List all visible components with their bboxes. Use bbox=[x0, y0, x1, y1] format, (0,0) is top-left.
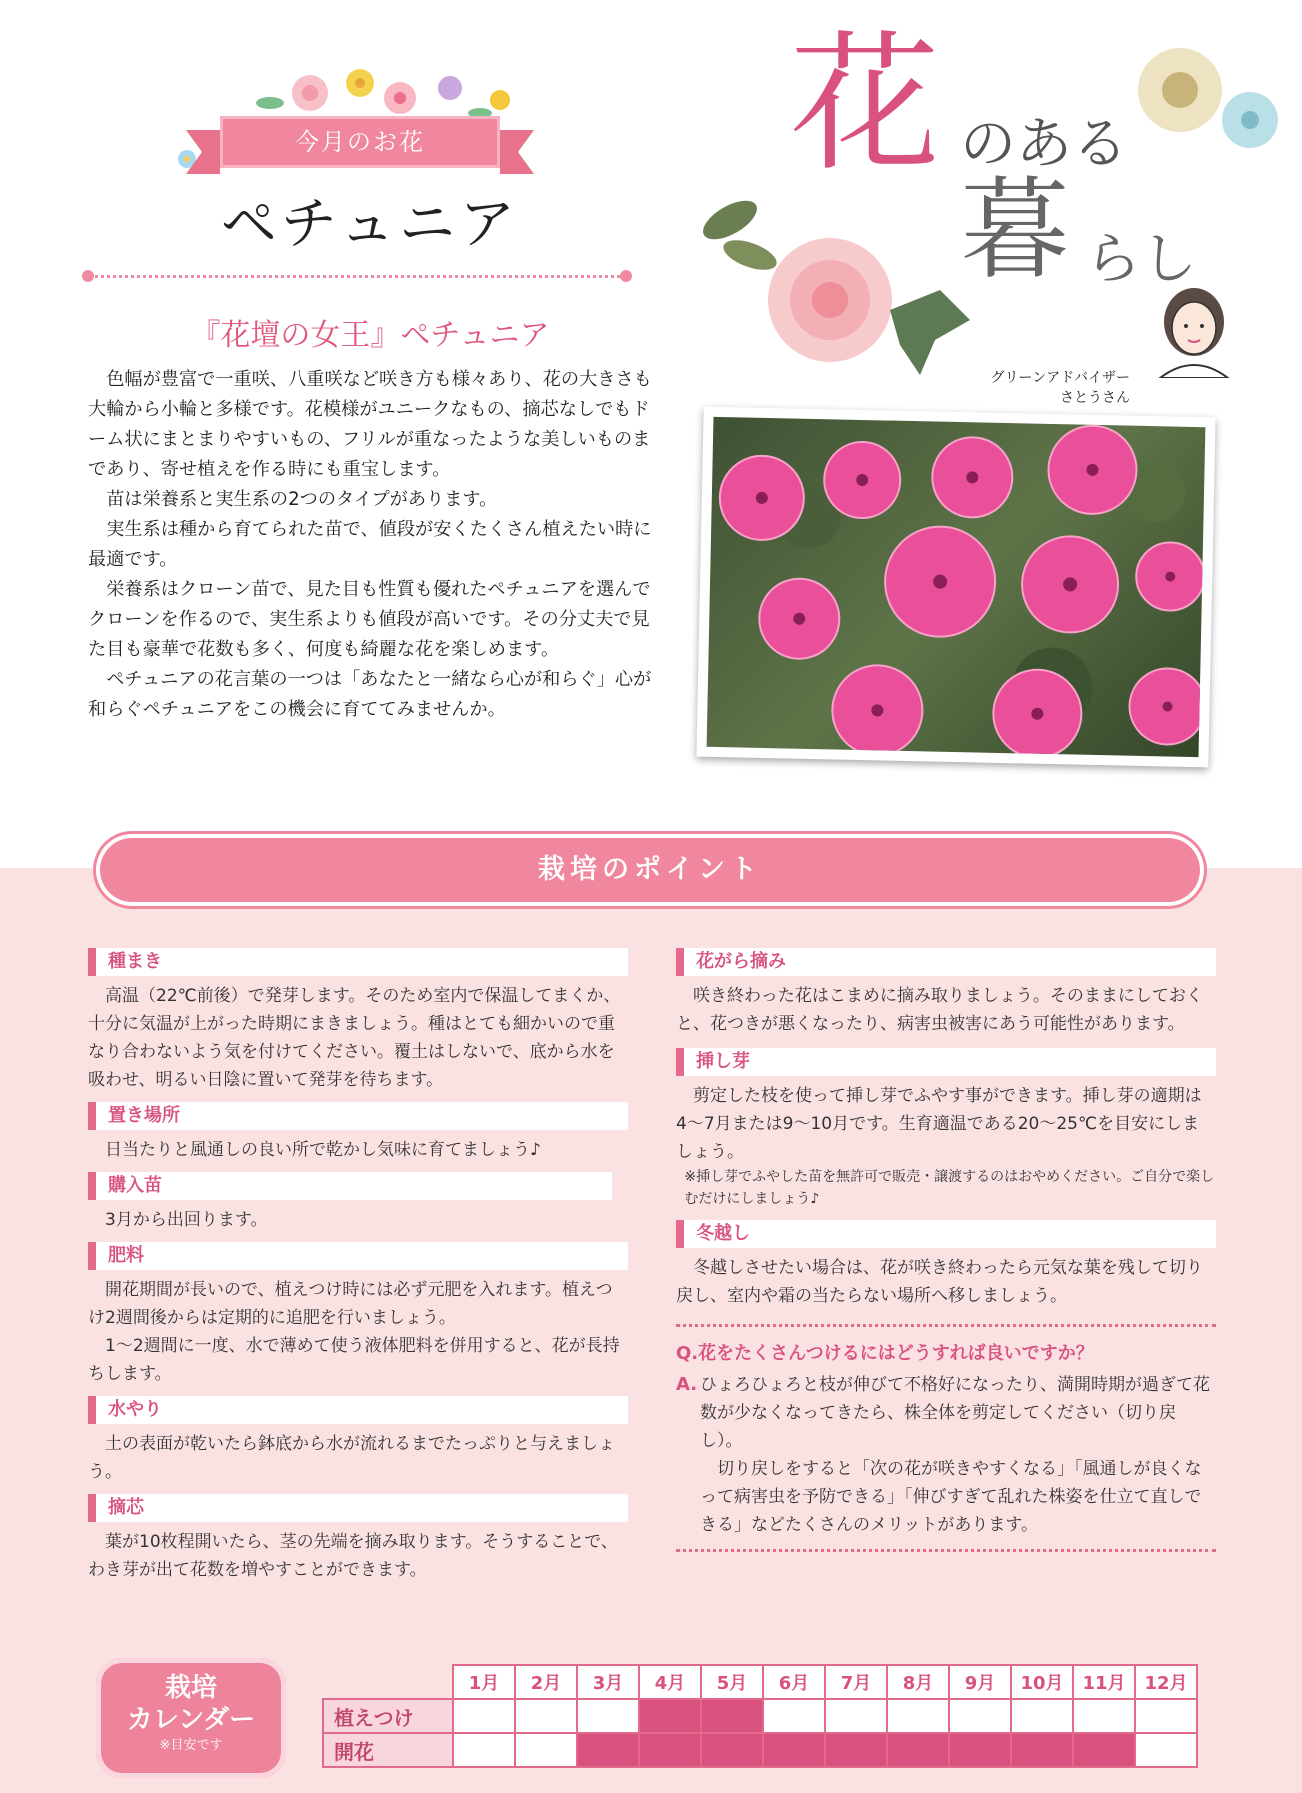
calendar-cell bbox=[887, 1699, 949, 1733]
calendar-cell bbox=[577, 1699, 639, 1733]
calendar-corner bbox=[323, 1665, 453, 1699]
month-flower-ribbon: 今月のお花 bbox=[220, 116, 500, 168]
calendar-cell bbox=[825, 1699, 887, 1733]
calendar-month-12: 12月 bbox=[1135, 1665, 1197, 1699]
calendar-cell bbox=[1011, 1699, 1073, 1733]
calendar-badge-note: ※目安です bbox=[159, 1738, 223, 1753]
section-heading-watering: 水やり bbox=[88, 1396, 628, 1424]
qa-answer-prefix: A. bbox=[676, 1374, 698, 1395]
section-heading-seedlings: 購入苗 bbox=[88, 1172, 612, 1200]
intro-paragraph: ペチュニアの花言葉の一つは「あなたと一緒なら心が和らぐ」心が和らぐペチュニアをこの機会に育ててみませんか。 bbox=[88, 669, 652, 720]
title-kura: 暮 bbox=[960, 166, 1070, 294]
calendar-badge-line2: カレンダー bbox=[126, 1705, 256, 1735]
intro-paragraph: 栄養系はクローン苗で、見た目も性質も優れたペチュニアを選んでクローンを作るので、実生系よりも値段が高いです。その分丈夫で見た目も豪華で花数も多く、何度も綺麗な花を楽しめます。 bbox=[88, 579, 651, 660]
calendar-cell bbox=[453, 1699, 515, 1733]
section-body-seedlings bbox=[88, 1206, 628, 1234]
intro-paragraph: 実生系は種から育てられた苗で、値段が安くたくさん植えたい時に最適です。 bbox=[88, 519, 652, 570]
calendar-cell bbox=[1135, 1733, 1197, 1767]
calendar-row bbox=[323, 1733, 1197, 1767]
section-heading-sowing: 種まき bbox=[88, 948, 628, 976]
qa-answer bbox=[676, 1371, 1216, 1539]
calendar-month-2: 2月 bbox=[515, 1665, 577, 1699]
cultivation-points-heading: 栽培のポイント bbox=[100, 838, 1200, 902]
calendar-cell-active bbox=[639, 1699, 701, 1733]
divider-dot-right bbox=[620, 270, 632, 282]
section-body-deadheading bbox=[676, 982, 1216, 1038]
calendar-month-5: 5月 bbox=[701, 1665, 763, 1699]
calendar-month-3: 3月 bbox=[577, 1665, 639, 1699]
petunia-image-icon bbox=[707, 417, 1206, 757]
intro-paragraph: 色幅が豊富で一重咲、八重咲など咲き方も様々あり、花の大きさも大輪から小輪と多様です。花模様がユニークなもの、摘芯なしでもドーム状にまとまりやすいもの、フリルが重なったような美しいものまであり、寄せ植えを作る時にも重宝します。 bbox=[88, 369, 652, 480]
calendar-cell-active bbox=[825, 1733, 887, 1767]
cultivation-calendar bbox=[322, 1664, 1198, 1768]
calendar-badge bbox=[96, 1658, 286, 1778]
title-rashi: らし bbox=[1085, 227, 1197, 292]
advisor-caption bbox=[950, 368, 1130, 408]
calendar-cell-active bbox=[1011, 1733, 1073, 1767]
calendar-month-1: 1月 bbox=[453, 1665, 515, 1699]
calendar-cell bbox=[763, 1699, 825, 1733]
qa-divider-top bbox=[676, 1324, 1216, 1327]
section-paragraph: 高温（22℃前後）で発芽します。そのため室内で保温してまくか、十分に気温が上がった時期にまきましょう。種はとても細かいので重なり合わないよう気を付けてください。覆土はしないで、底から水を吸わせ、明るい日陰に置いて発芽を待ちます。 bbox=[88, 986, 621, 1090]
section-paragraph: 土の表面が乾いたら鉢底から水が流れるまでたっぷりと与えましょう。 bbox=[88, 1434, 615, 1482]
calendar-month-8: 8月 bbox=[887, 1665, 949, 1699]
section-body-fertilizer bbox=[88, 1276, 628, 1388]
calendar-month-row bbox=[323, 1665, 1197, 1699]
qa-answer-2: 切り戻しをすると「次の花が咲きやすくなる」「風通しが良くなって病害虫を予防できる」「伸びすぎて乱れた株姿を仕立て直しできる」などたくさんのメリットがあります。 bbox=[700, 1459, 1202, 1535]
calendar-cell-active bbox=[887, 1733, 949, 1767]
left-column bbox=[88, 948, 628, 1592]
section-paragraph: 咲き終わった花はこまめに摘み取りましょう。そのままにしておくと、花つきが悪くなったり、病害虫被害にあう可能性があります。 bbox=[676, 986, 1203, 1034]
intro-subtitle: 『花壇の女王』ペチュニア bbox=[190, 318, 550, 353]
section-paragraph: 開花期間が長いので、植えつけ時には必ず元肥を入れます。植えつけ2週間後からは定期的に追肥を行いましょう。 bbox=[88, 1280, 613, 1328]
qa-question: Q.花をたくさんつけるにはどうすれば良いですか？ bbox=[676, 1343, 1094, 1364]
calendar-cell-active bbox=[763, 1733, 825, 1767]
right-column bbox=[676, 948, 1216, 1552]
flower-name: ペチュニア bbox=[220, 192, 520, 257]
advisor-role: グリーンアドバイザー bbox=[990, 370, 1130, 386]
calendar-month-10: 10月 bbox=[1011, 1665, 1073, 1699]
section-heading-deadheading: 花がら摘み bbox=[676, 948, 1216, 976]
section-paragraph: 葉が10枚程開いたら、茎の先端を摘み取ります。そうすることで、わき芽が出て花数を増やすことができます。 bbox=[88, 1532, 618, 1580]
calendar-cell bbox=[1073, 1699, 1135, 1733]
section-body-pinching bbox=[88, 1528, 628, 1584]
calendar-badge-line1: 栽培 bbox=[164, 1673, 217, 1703]
title-hana: 花 bbox=[790, 18, 941, 192]
calendar-cell-active bbox=[1073, 1733, 1135, 1767]
calendar-month-9: 9月 bbox=[949, 1665, 1011, 1699]
intro-paragraph: 苗は栄養系と実生系の2つのタイプがあります。 bbox=[106, 489, 498, 510]
calendar-cell bbox=[453, 1733, 515, 1767]
section-heading-pinching: 摘芯 bbox=[88, 1494, 628, 1522]
section-heading-fertilizer: 肥料 bbox=[88, 1242, 628, 1270]
section-paragraph: 3月から出回ります。 bbox=[105, 1210, 268, 1230]
calendar-row bbox=[323, 1699, 1197, 1733]
dotted-divider bbox=[88, 275, 628, 278]
qa-divider-bottom bbox=[676, 1549, 1216, 1552]
calendar-month-11: 11月 bbox=[1073, 1665, 1135, 1699]
qa-answer-1: ひょろひょろと枝が伸びて不格好になったり、満開時期が過ぎて花数が少なくなってきたら、株全体を剪定してください（切り戻し）。 bbox=[700, 1375, 1210, 1451]
section-heading-overwintering: 冬越し bbox=[676, 1220, 1216, 1248]
section-heading-cuttings: 挿し芽 bbox=[676, 1048, 1216, 1076]
calendar-cell bbox=[515, 1699, 577, 1733]
calendar-month-4: 4月 bbox=[639, 1665, 701, 1699]
section-body-location bbox=[88, 1136, 628, 1164]
advisor-avatar-icon bbox=[1150, 282, 1238, 378]
calendar-cell-active bbox=[577, 1733, 639, 1767]
calendar-cell-active bbox=[701, 1699, 763, 1733]
calendar-cell bbox=[515, 1733, 577, 1767]
title-noaru: のある bbox=[960, 112, 1128, 177]
calendar-cell-active bbox=[949, 1733, 1011, 1767]
calendar-month-7: 7月 bbox=[825, 1665, 887, 1699]
section-paragraph: 日当たりと風通しの良い所で乾かし気味に育てましょう♪ bbox=[105, 1140, 541, 1160]
petunia-photo bbox=[696, 407, 1215, 768]
intro-text bbox=[88, 365, 658, 725]
calendar-cell bbox=[1135, 1699, 1197, 1733]
advisor-name: さとうさん bbox=[1060, 390, 1130, 406]
calendar-cell-active bbox=[639, 1733, 701, 1767]
calendar-row-label: 開花 bbox=[323, 1733, 453, 1767]
section-body-sowing bbox=[88, 982, 628, 1094]
cuttings-note: ※挿し芽でふやした苗を無許可で販売・譲渡するのはおやめください。ご自分で楽しむだけにしましょう♪ bbox=[684, 1169, 1215, 1207]
calendar-month-6: 6月 bbox=[763, 1665, 825, 1699]
dried-flower-icon bbox=[1125, 40, 1285, 170]
section-paragraph: 剪定した枝を使って挿し芽でふやす事ができます。挿し芽の適期は4〜7月または9〜10月です。生育適温である20〜25℃を目安にしましょう。 bbox=[676, 1086, 1202, 1162]
section-heading-location: 置き場所 bbox=[88, 1102, 628, 1130]
section-body-watering bbox=[88, 1430, 628, 1486]
divider-dot-left bbox=[82, 270, 94, 282]
section-body-cuttings bbox=[676, 1082, 1216, 1166]
section-paragraph: 1〜2週間に一度、水で薄めて使う液体肥料を併用すると、花が長持ちします。 bbox=[88, 1336, 620, 1384]
calendar-cell-active bbox=[701, 1733, 763, 1767]
section-paragraph: 冬越しさせたい場合は、花が咲き終わったら元気な葉を残して切り戻し、室内や霜の当たらない場所へ移しましょう。 bbox=[676, 1258, 1203, 1306]
section-body-overwintering bbox=[676, 1254, 1216, 1310]
calendar-body bbox=[323, 1699, 1197, 1767]
calendar-row-label: 植えつけ bbox=[323, 1699, 453, 1733]
calendar-cell bbox=[949, 1699, 1011, 1733]
